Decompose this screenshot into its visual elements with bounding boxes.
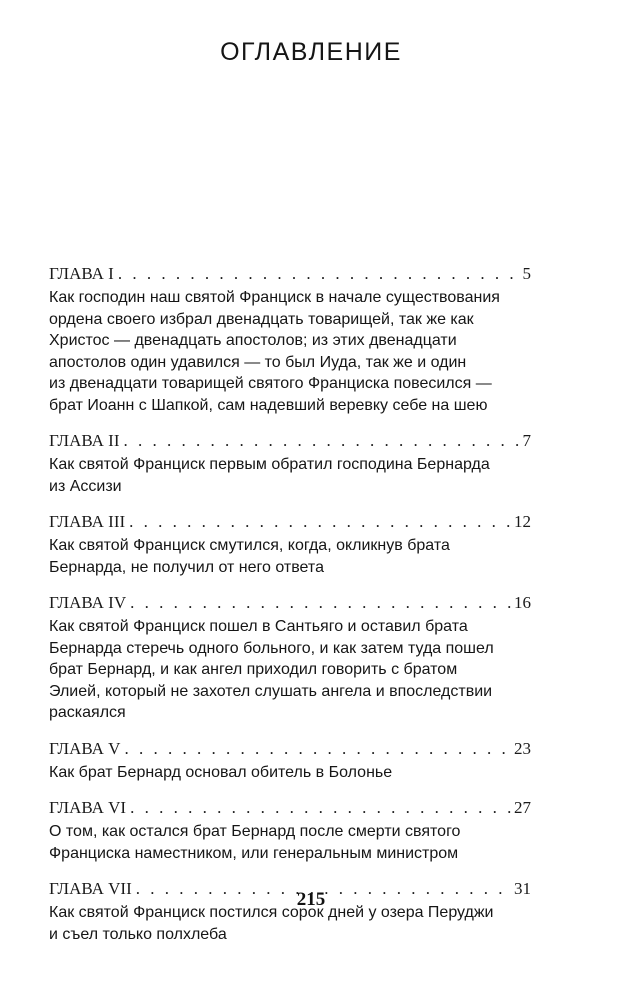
description-line: Как брат Бернард основал обитель в Болонье (49, 763, 393, 781)
chapter-page-number: 5 (522, 264, 531, 283)
description-line: Элией, который не захотел слушать ангела и впоследствии (49, 682, 493, 700)
chapter-label: ГЛАВА IV (49, 593, 127, 612)
dot-leader (118, 263, 520, 285)
dot-leader (123, 430, 519, 452)
chapter-page-number: 7 (522, 431, 531, 450)
chapter-description (49, 762, 531, 784)
toc-entry (49, 797, 531, 864)
chapter-description (49, 287, 531, 416)
description-line: Франциска наместником, или генеральным министром (49, 844, 459, 862)
chapter-line (49, 738, 531, 760)
dot-leader (124, 738, 511, 760)
dot-leader (130, 797, 511, 819)
description-line: из Ассизи (49, 477, 122, 495)
chapter-label: ГЛАВА III (49, 512, 126, 531)
chapter-label: ГЛАВА I (49, 264, 114, 283)
chapter-label: ГЛАВА VII (49, 879, 132, 898)
toc-entry (49, 592, 531, 724)
chapter-line (49, 797, 531, 819)
description-line: ордена своего избрал двенадцать товарищей, так же как (49, 310, 474, 328)
dot-leader (130, 592, 511, 614)
description-line: из двенадцати товарищей святого Франциска повесился — (49, 375, 492, 392)
description-line: Как господин наш святой Франциск в начале существования (49, 289, 500, 306)
description-line: Христос — двенадцать апостолов; из этих двенадцати (49, 332, 457, 349)
chapter-line (49, 263, 531, 285)
description-line: и съел только полхлеба (49, 925, 227, 943)
toc-entry (49, 511, 531, 578)
description-line: Как святой Франциск первым обратил господина Бернарда (49, 456, 490, 473)
table-of-contents (49, 263, 531, 959)
chapter-line (49, 511, 531, 533)
toc-entry (49, 738, 531, 784)
chapter-description (49, 616, 531, 724)
chapter-description (49, 535, 531, 578)
chapter-label: ГЛАВА II (49, 431, 120, 450)
chapter-description (49, 821, 531, 864)
chapter-page-number: 23 (514, 738, 531, 758)
dot-leader (129, 511, 511, 533)
description-line: брат Бернард, и как ангел приходил говорить с братом (49, 661, 458, 678)
chapter-page-number: 12 (514, 512, 531, 531)
description-line: брат Иоанн с Шапкой, сам надевший веревку себе на шею (49, 396, 488, 414)
chapter-label: ГЛАВА V (49, 738, 121, 758)
chapter-page-number: 16 (514, 593, 531, 612)
chapter-line (49, 592, 531, 614)
toc-entry (49, 263, 531, 416)
description-line: Как святой Франциск смутился, когда, окликнув брата (49, 537, 450, 554)
description-line: Бернарда стеречь одного больного, и как затем туда пошел (49, 639, 494, 657)
description-line: раскаялся (49, 704, 126, 721)
toc-entry (49, 430, 531, 497)
chapter-line (49, 430, 531, 452)
description-line: Бернарда, не получил от него ответа (49, 558, 324, 576)
page-heading: ОГЛАВЛЕНИЕ (220, 38, 402, 66)
chapter-label: ГЛАВА VI (49, 798, 127, 817)
description-line: Как святой Франциск пошел в Сантьяго и оставил брата (49, 618, 468, 635)
description-line: О том, как остался брат Бернард после смерти святого (49, 823, 461, 840)
description-line: Как святой Франциск постился сорок дней у озера Перуджи (49, 904, 494, 921)
chapter-description (49, 454, 531, 497)
page-number: 215 (296, 889, 326, 910)
chapter-page-number: 31 (514, 879, 531, 898)
description-line: апостолов один удавился — то был Иуда, так же и один (49, 353, 467, 371)
chapter-page-number: 27 (514, 798, 531, 817)
